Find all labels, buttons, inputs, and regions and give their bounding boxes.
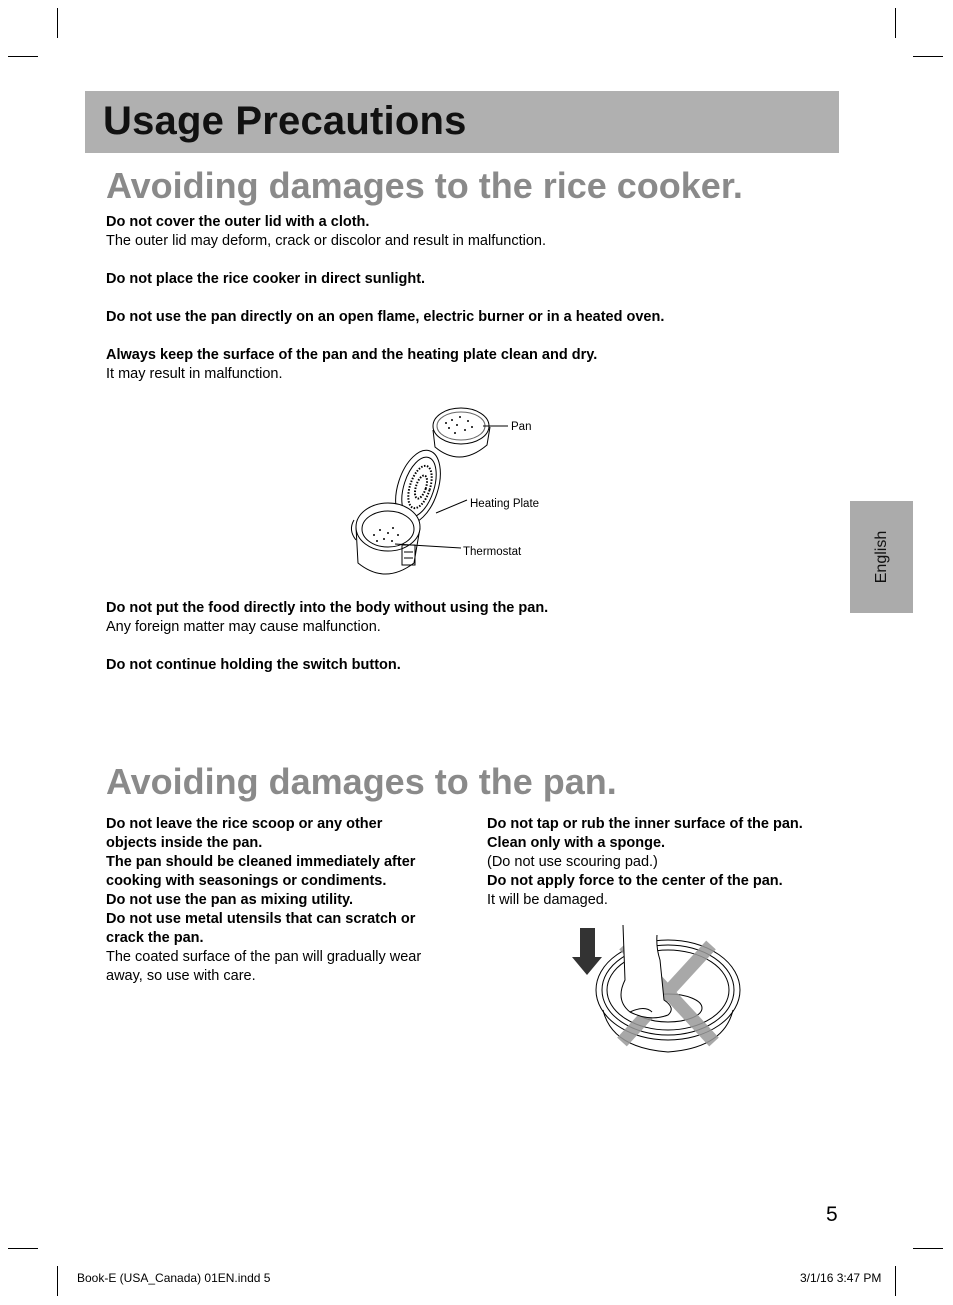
crop-mark — [913, 1248, 943, 1249]
precaution-item: Do not continue holding the switch button. — [106, 657, 401, 673]
down-arrow-icon — [572, 928, 602, 975]
lid-drawing — [387, 445, 449, 530]
crop-mark — [895, 8, 896, 38]
label-heating-plate: Heating Plate — [470, 498, 540, 510]
language-tab-label: English — [872, 530, 890, 584]
heating-plate-leader-line — [436, 500, 467, 513]
crop-mark — [8, 56, 38, 57]
pan-drawing — [433, 408, 490, 457]
precaution-item: Do not use the pan directly on an open flame, electric burner or in a heated oven. — [106, 309, 665, 325]
cooker-body-drawing — [351, 503, 420, 574]
section-heading-cooker: Avoiding damages to the rice cooker. — [106, 165, 743, 206]
precaution-item: Always keep the surface of the pan and the heating plate clean and dry. It may result in malfunction. — [106, 347, 598, 382]
language-tab — [850, 501, 913, 613]
precaution-item: Do not place the rice cooker in direct sunlight. — [106, 271, 426, 287]
precaution-item: Do not put the food directly into the body without using the pan. Any foreign matter may cause malfunction. — [106, 600, 549, 635]
footer-file-info: Book-E (USA_Canada) 01EN.indd 5 — [77, 1271, 271, 1285]
crop-mark — [8, 1248, 38, 1249]
thermostat-leader-line — [395, 544, 461, 548]
crop-mark — [895, 1266, 896, 1296]
pan-precautions-right: Do not tap or rub the inner surface of the pan. Clean only with a sponge. (Do not use scouring pad.) Do not apply force to the center of the pan. It will be damaged. — [487, 816, 803, 908]
footer-timestamp: 3/1/16 3:47 PM — [800, 1271, 882, 1285]
pan-precautions-left: Do not leave the rice scoop or any other objects inside the pan. The pan should be cleaned immediately after cooking with seasonings or condiments. Do not use the pan as mixing utility. Do not use metal utensils that can scratch or crack the pan. The coated surface of the pan will gradually wear away, so use with care. — [106, 816, 422, 984]
pan-top-view — [596, 940, 740, 1052]
crop-mark — [57, 8, 58, 38]
page-number: 5 — [826, 1203, 838, 1226]
x-mark-icon — [622, 945, 714, 1042]
precaution-item: Do not cover the outer lid with a cloth. The outer lid may deform, crack or discolor and result in malfunction. — [106, 214, 547, 249]
page-title: Usage Precautions — [103, 99, 467, 143]
hand-drawing — [621, 925, 671, 1018]
label-pan: Pan — [511, 421, 532, 433]
title-bar — [85, 91, 839, 153]
label-thermostat: Thermostat — [463, 546, 522, 558]
crop-mark — [57, 1266, 58, 1296]
section-heading-pan: Avoiding damages to the pan. — [106, 761, 617, 802]
crop-mark — [913, 56, 943, 57]
